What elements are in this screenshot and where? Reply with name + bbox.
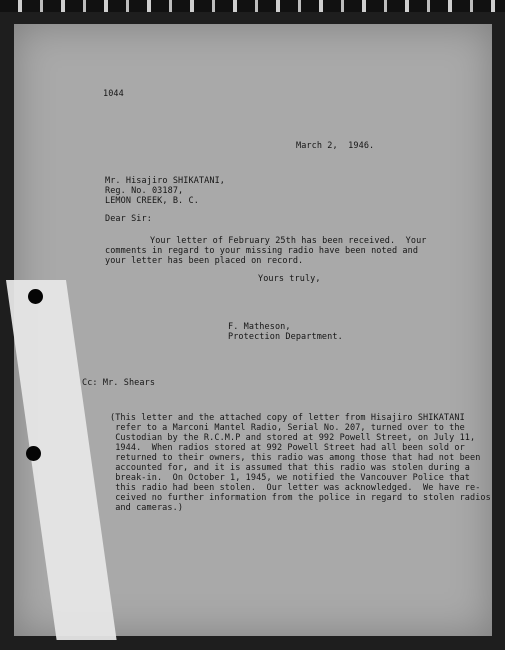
- footnote-line: ceived no further information from the police in regard to stolen radios: [110, 493, 491, 503]
- body-line: Your letter of February 25th has been received. Your: [150, 236, 427, 246]
- footnote-line: Custodian by the R.C.M.P and stored at 992 Powell Street, on July 11,: [110, 433, 476, 443]
- footnote-line: 1944. When radios stored at 992 Powell Street had all been sold or: [110, 443, 465, 453]
- footnote-line: refer to a Marconi Mantel Radio, Serial No. 207, turned over to the: [110, 423, 465, 433]
- film-edge: [0, 0, 505, 12]
- letter-date: March 2, 1946.: [296, 141, 375, 151]
- footnote-line: returned to their owners, this radio was among those that had not been: [110, 453, 481, 463]
- signer-name: F. Matheson,: [228, 322, 291, 332]
- signer-department: Protection Department.: [228, 332, 343, 342]
- addressee-reg: Reg. No. 03187,: [105, 186, 184, 196]
- footnote-line: and cameras.): [110, 503, 184, 513]
- addressee-place: LEMON CREEK, B. C.: [105, 196, 199, 206]
- salutation: Dear Sir:: [105, 214, 152, 224]
- closing: Yours truly,: [258, 274, 321, 284]
- footnote-line: break-in. On October 1, 1945, we notified the Vancouver Police that: [110, 473, 471, 483]
- addressee-name: Mr. Hisajiro SHIKATANI,: [105, 176, 226, 186]
- footnote-line: this radio had been stolen. Our letter was acknowledged. We have re-: [110, 483, 481, 493]
- punch-hole: [26, 446, 41, 461]
- cc-line: Cc: Mr. Shears: [82, 378, 156, 388]
- body-line: comments in regard to your missing radio have been noted and: [105, 246, 419, 256]
- footnote-line: accounted for, and it is assumed that this radio was stolen during a: [110, 463, 471, 473]
- body-line: your letter has been placed on record.: [105, 256, 304, 266]
- punch-hole: [28, 289, 43, 304]
- document-number: 1044: [103, 89, 124, 99]
- footnote-line: (This letter and the attached copy of letter from Hisajiro SHIKATANI: [110, 413, 465, 423]
